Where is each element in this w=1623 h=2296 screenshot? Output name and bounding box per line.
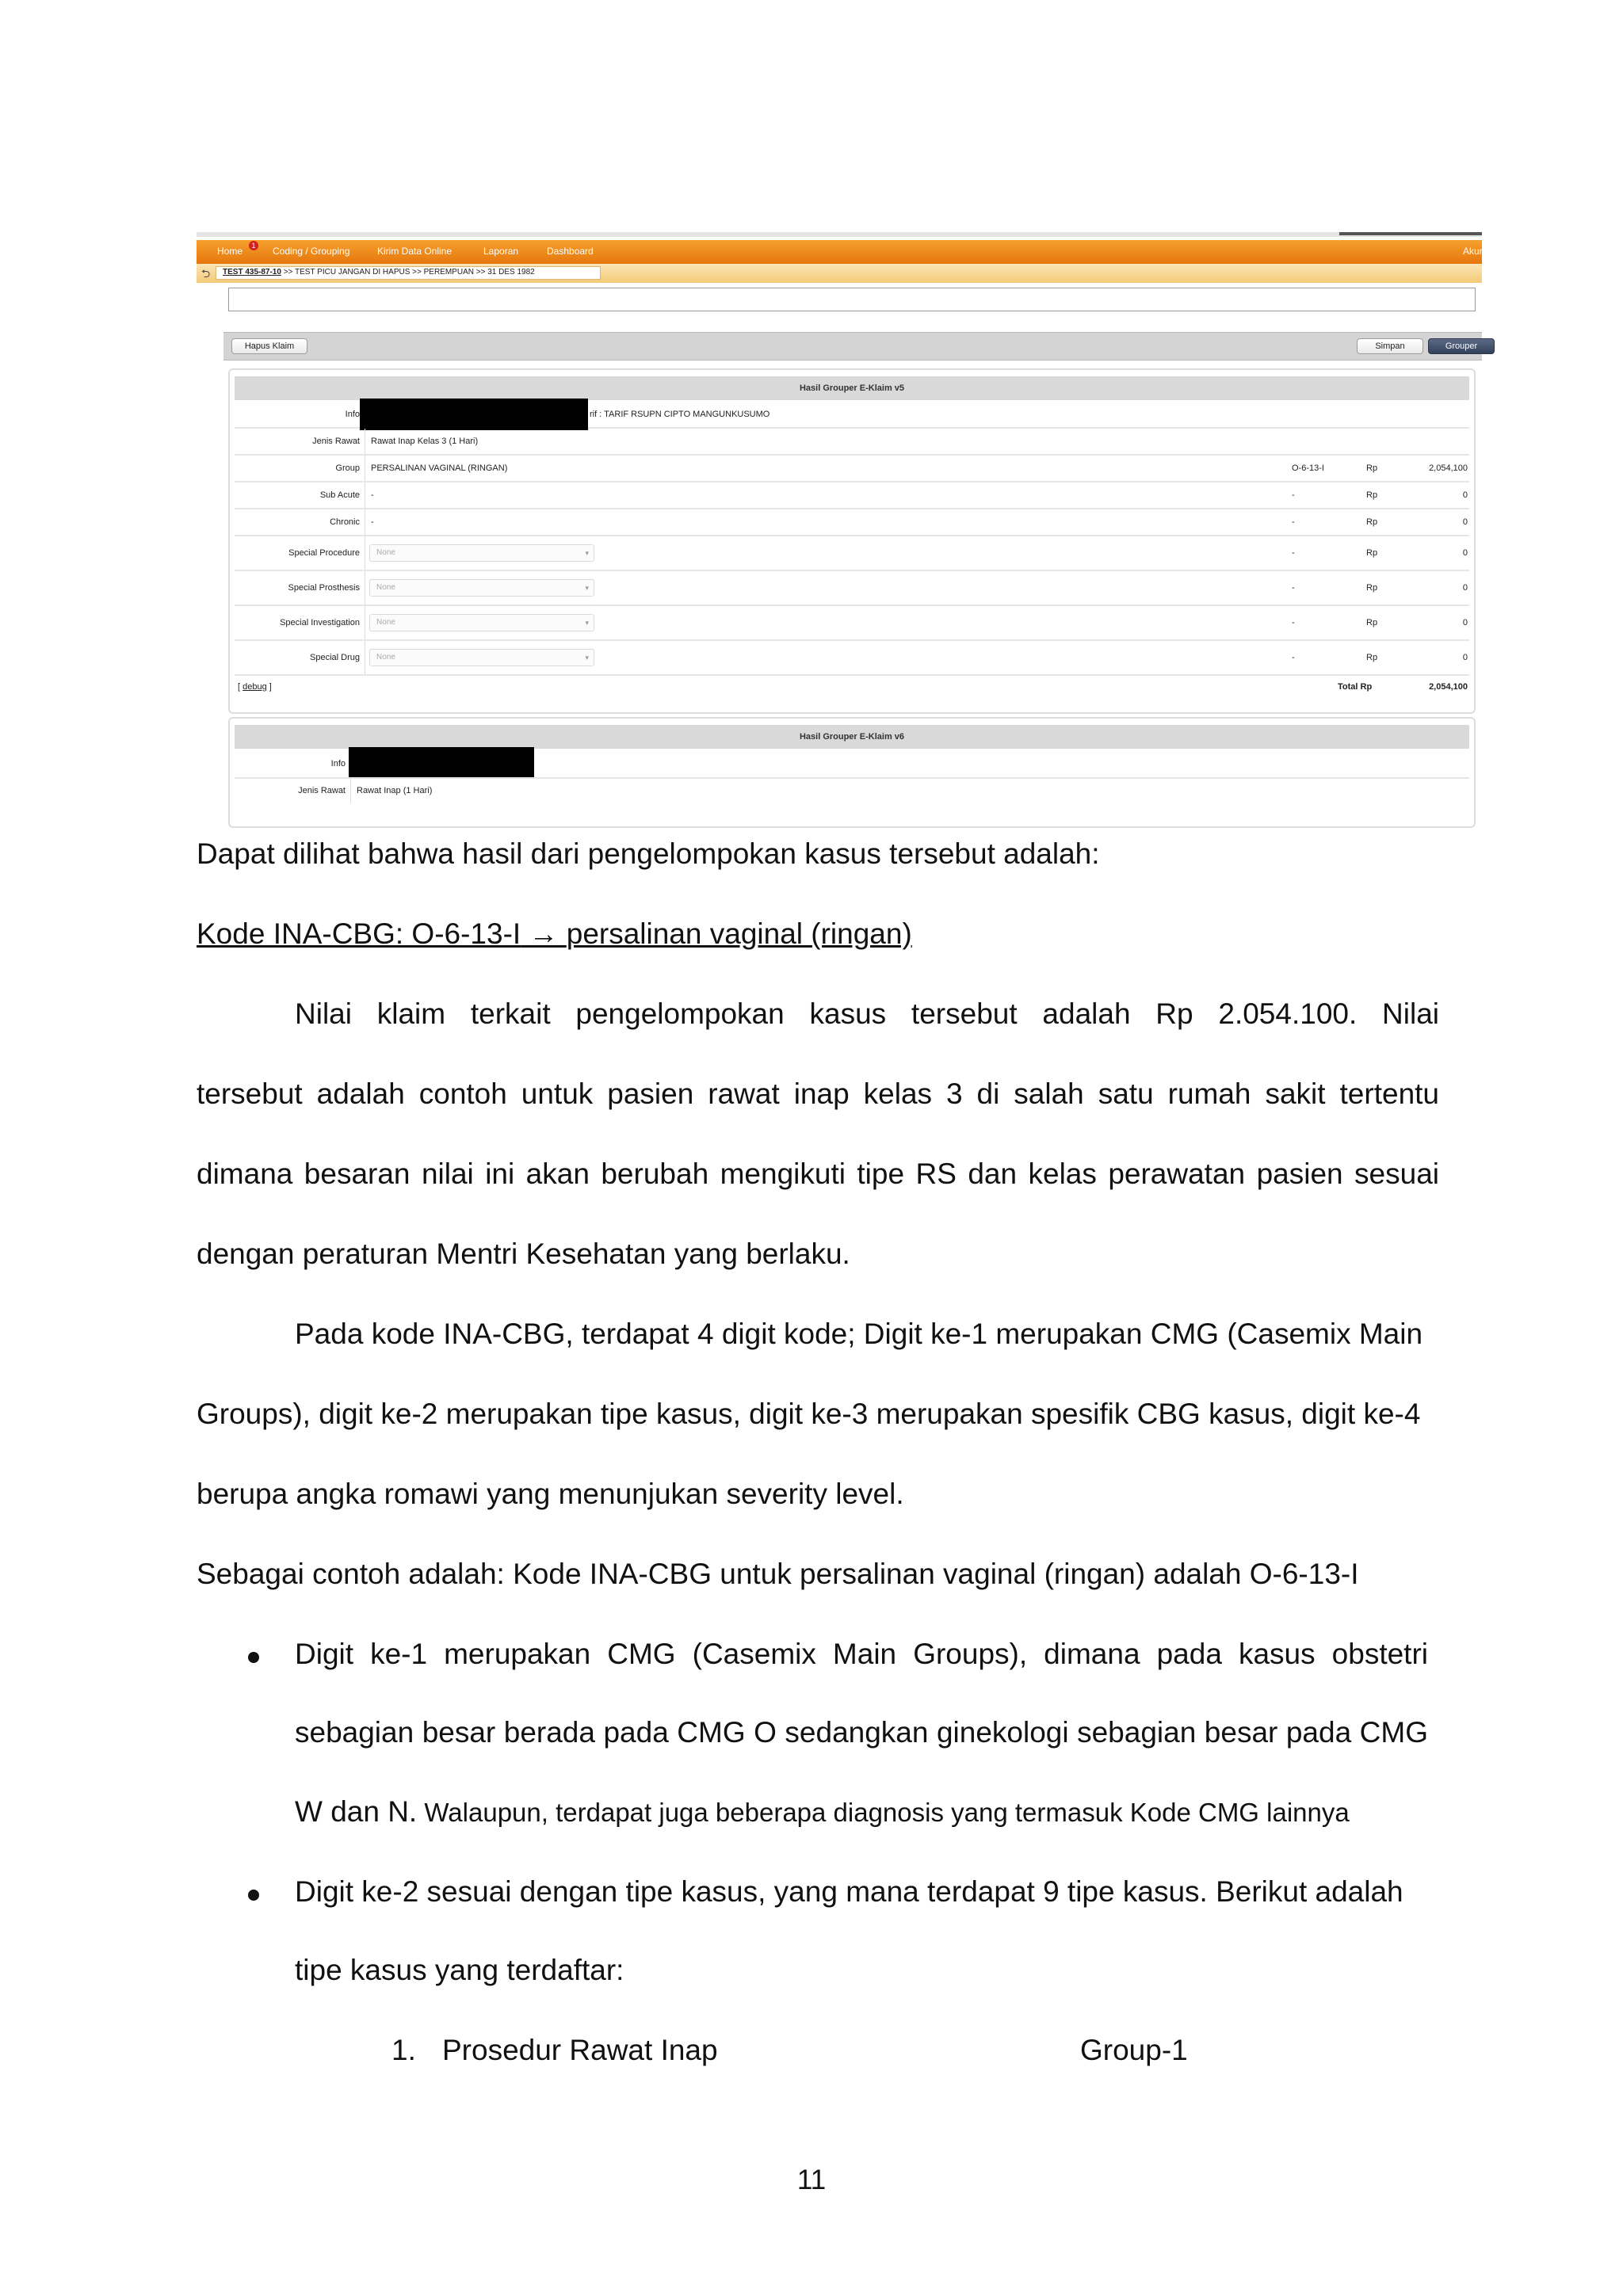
top-divider-accent	[1339, 232, 1482, 235]
rp-label: Rp	[1366, 653, 1378, 662]
sub-acute-amount: 0	[1462, 490, 1468, 500]
special-prosthesis-amount: 0	[1462, 583, 1468, 593]
chevron-down-icon: ▾	[585, 584, 589, 592]
redacted-block	[360, 399, 588, 430]
list-item-group: Group-1	[1080, 2034, 1188, 2066]
bullet-1-line-3	[295, 1795, 1350, 1829]
bullet-1-line-3-start: W dan N.	[295, 1795, 418, 1828]
special-procedure-amount: 0	[1462, 548, 1468, 558]
chevron-down-icon: ▾	[585, 549, 589, 557]
row-jenis-rawat	[235, 429, 1469, 456]
special-prosthesis-label: Special Prosthesis	[288, 583, 360, 593]
info-value-tail: rif : TARIF RSUPN CIPTO MANGUNKUSUMO	[590, 410, 770, 419]
sub-acute-code: -	[1292, 490, 1295, 500]
hapus-klaim-button[interactable]: Hapus Klaim	[231, 338, 307, 354]
bullet-icon	[248, 1890, 259, 1901]
special-drug-label: Special Drug	[310, 653, 360, 662]
paragraph-code-line-2: Groups), digit ke-2 merupakan tipe kasus, digit ke-3 merupakan spesifik CBG kasus, digit ke-4	[197, 1398, 1421, 1430]
bullet-2-line-2: tipe kasus yang terdaftar:	[295, 1954, 624, 1986]
special-drug-amount: 0	[1462, 653, 1468, 662]
rp-label: Rp	[1366, 517, 1378, 527]
special-procedure-select[interactable]	[369, 544, 594, 562]
rp-label: Rp	[1366, 490, 1378, 500]
special-procedure-label: Special Procedure	[288, 548, 360, 558]
bullet-2-line-1: Digit ke-2 sesuai dengan tipe kasus, yang mana terdapat 9 tipe kasus. Berikut adalah	[295, 1875, 1403, 1908]
chevron-down-icon: ▾	[585, 619, 589, 627]
patient-bar	[197, 264, 1482, 283]
select-value: None	[376, 653, 395, 662]
paragraph-intro: Dapat dilihat bahwa hasil dari pengelompokan kasus tersebut adalah:	[197, 837, 1100, 870]
chevron-down-icon: ▾	[585, 654, 589, 662]
group-code: O-6-13-I	[1292, 463, 1324, 473]
page-number: 11	[796, 2164, 827, 2195]
right-arrow-icon: →	[529, 917, 559, 950]
nav-home[interactable]	[217, 242, 256, 257]
patient-id-link[interactable]: TEST 435-87-10	[223, 268, 281, 277]
special-procedure-code: -	[1292, 548, 1295, 558]
row-info-v6	[235, 750, 1469, 779]
row-chronic	[235, 509, 1469, 536]
paragraph-example: Sebagai contoh adalah: Kode INA-CBG untuk persalinan vaginal (ringan) adalah O-6-13-I	[197, 1558, 1359, 1590]
rp-label: Rp	[1366, 548, 1378, 558]
chronic-amount: 0	[1462, 517, 1468, 527]
grouper-screenshot	[197, 232, 1485, 800]
jenis-rawat-label: Jenis Rawat	[312, 437, 360, 446]
select-value: None	[376, 583, 395, 592]
row-special-procedure	[235, 536, 1469, 571]
select-value: None	[376, 618, 395, 627]
group-value: PERSALINAN VAGINAL (RINGAN)	[371, 463, 508, 473]
list-item-label: Prosedur Rawat Inap	[442, 2034, 718, 2066]
panel-v5-footer	[235, 679, 1469, 696]
jenis-rawat-label-v6: Jenis Rawat	[298, 786, 346, 795]
debug-link[interactable]: [ debug ]	[238, 682, 272, 692]
special-prosthesis-select[interactable]	[369, 579, 594, 597]
nav-akun[interactable]: Akun	[1463, 246, 1485, 257]
special-drug-code: -	[1292, 653, 1295, 662]
code-line	[197, 917, 912, 951]
rp-label: Rp	[1366, 583, 1378, 593]
paragraph-code-line-1: Pada kode INA-CBG, terdapat 4 digit kode; Digit ke-1 merupakan CMG (Casemix Main	[295, 1318, 1423, 1350]
paragraph-claim-line-3: dimana besaran nilai ini akan berubah mengikuti tipe RS dan kelas perawatan pasien sesuai	[197, 1158, 1439, 1190]
info-label: Info	[345, 410, 360, 419]
bullet-1-line-1: Digit ke-1 merupakan CMG (Casemix Main Groups), dimana pada kasus obstetri	[295, 1638, 1428, 1670]
chronic-code: -	[1292, 517, 1295, 527]
panel-v5-title: Hasil Grouper E-Klaim v5	[235, 376, 1469, 400]
row-jenis-rawat-v6	[235, 779, 1469, 803]
code-line-label: Kode INA-CBG: O-6-13-I	[197, 917, 521, 950]
jenis-rawat-value: Rawat Inap Kelas 3 (1 Hari)	[371, 437, 479, 446]
group-label: Group	[335, 463, 360, 473]
top-divider	[197, 232, 1482, 237]
row-special-drug	[235, 641, 1469, 676]
total-amount: 2,054,100	[1429, 682, 1468, 692]
grouper-button[interactable]: Grouper	[1428, 338, 1495, 354]
nav-laporan[interactable]: Laporan	[483, 246, 519, 257]
sub-acute-value: -	[371, 490, 374, 500]
row-special-prosthesis	[235, 571, 1469, 606]
nav-home-label: Home	[217, 246, 243, 257]
debug-link-label: debug	[242, 682, 267, 692]
special-investigation-label: Special Investigation	[280, 618, 360, 627]
row-info	[235, 402, 1469, 429]
bullet-1-line-2: sebagian besar berada pada CMG O sedangkan ginekologi sebagian besar pada CMG	[295, 1716, 1428, 1749]
special-investigation-select[interactable]	[369, 614, 594, 631]
paragraph-claim-line-2: tersebut adalah contoh untuk pasien rawat inap kelas 3 di salah satu rumah sakit tertentu	[197, 1077, 1439, 1110]
row-sub-acute	[235, 482, 1469, 509]
top-nav-bar	[197, 240, 1485, 264]
claim-action-bar	[223, 332, 1482, 360]
row-group	[235, 456, 1469, 482]
redacted-block	[349, 747, 534, 777]
jenis-rawat-value-v6: Rawat Inap (1 Hari)	[357, 786, 433, 795]
bullet-1-line-3-rest: Walaupun, terdapat juga beberapa diagnosis yang termasuk Kode CMG lainnya	[417, 1798, 1350, 1827]
back-arrow-icon[interactable]: ⮌	[201, 267, 211, 280]
select-value: None	[376, 548, 395, 557]
bullet-icon	[248, 1652, 259, 1663]
special-drug-select[interactable]	[369, 649, 594, 666]
paragraph-code-line-3: berupa angka romawi yang menunjukan severity level.	[197, 1478, 904, 1510]
rp-label: Rp	[1366, 618, 1378, 627]
list-item-number: 1.	[391, 2034, 416, 2066]
group-amount: 2,054,100	[1429, 463, 1468, 473]
empty-text-field[interactable]	[228, 288, 1476, 311]
nav-dashboard[interactable]: Dashboard	[547, 246, 594, 257]
simpan-button[interactable]: Simpan	[1357, 338, 1423, 354]
grouper-result-v6-panel	[228, 717, 1476, 828]
code-line-description: persalinan vaginal (ringan)	[566, 917, 912, 950]
sub-acute-label: Sub Acute	[319, 490, 360, 500]
notification-badge: 1	[249, 241, 258, 250]
paragraph-claim-line-1: Nilai klaim terkait pengelompokan kasus tersebut adalah Rp 2.054.100. Nilai	[295, 997, 1439, 1030]
info-label-v6: Info	[330, 759, 346, 769]
special-investigation-amount: 0	[1462, 618, 1468, 627]
nav-kirim-data-online[interactable]: Kirim Data Online	[377, 246, 453, 257]
rp-label: Rp	[1366, 463, 1378, 473]
nav-coding-grouping[interactable]: Coding / Grouping	[273, 246, 350, 257]
patient-details: >> TEST PICU JANGAN DI HAPUS >> PEREMPUAN >> 31 DES 1982	[281, 268, 535, 277]
patient-breadcrumb	[216, 266, 601, 280]
special-prosthesis-code: -	[1292, 583, 1295, 593]
row-special-investigation	[235, 606, 1469, 641]
row-separator	[350, 779, 351, 803]
special-investigation-code: -	[1292, 618, 1295, 627]
panel-v6-title: Hasil Grouper E-Klaim v6	[235, 725, 1469, 749]
paragraph-claim-line-4: dengan peraturan Mentri Kesehatan yang berlaku.	[197, 1238, 850, 1270]
chronic-label: Chronic	[330, 517, 360, 527]
total-label: Total Rp	[1338, 682, 1373, 692]
chronic-value: -	[371, 517, 374, 527]
grouper-result-v5-panel	[228, 368, 1476, 714]
